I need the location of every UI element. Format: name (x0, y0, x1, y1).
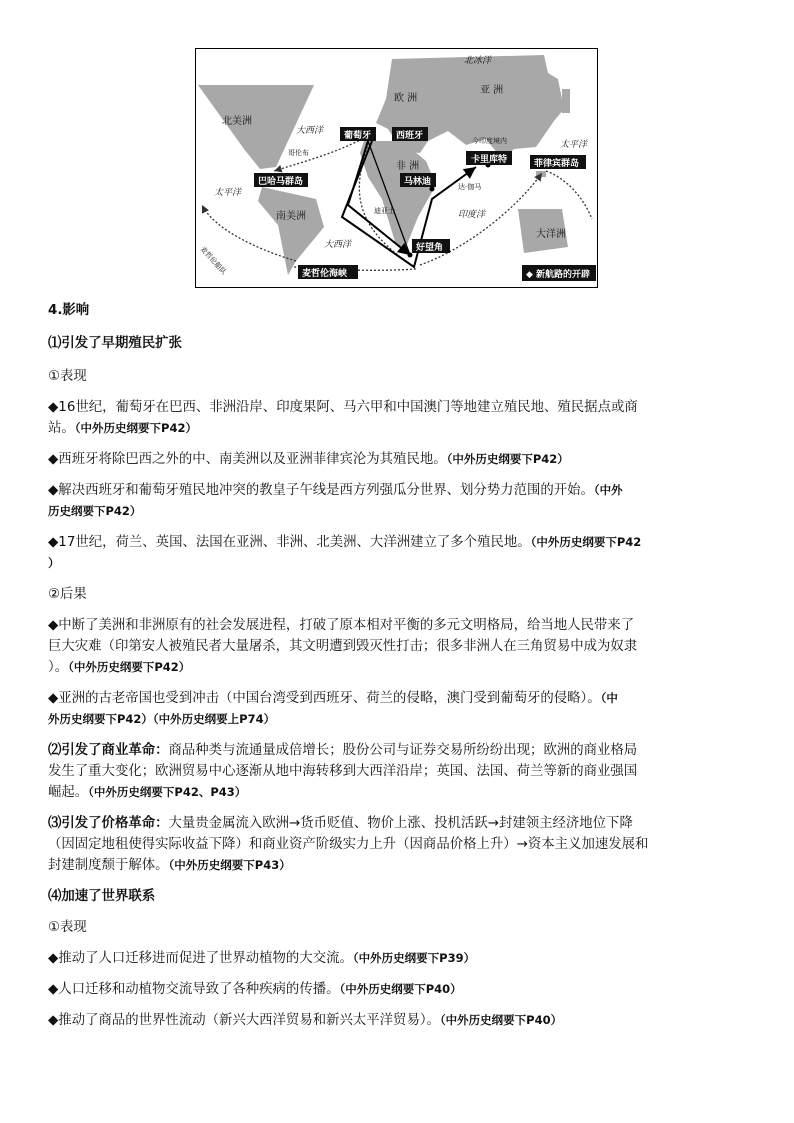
paragraph-commercial-revolution: ⑵引发了商业革命：商品种类与流通量成倍增长；股份公司与证券交易所纷纷出现；欧洲的商业格局 (48, 743, 638, 758)
paragraph-4: ◆17世纪，荷兰、英国、法国在亚洲、非洲、北美洲、大洋洲建立了多个殖民地。（中外历史纲要下P42 (48, 535, 642, 550)
paragraph-5-line-3: ）。（中外历史纲要下P42） (48, 660, 191, 675)
label-pacific-west: 太平洋 (214, 188, 242, 198)
label-oceania: 大洋洲 (536, 229, 566, 240)
box-portugal (340, 127, 376, 141)
svg-text:好望角: 好望角 (416, 243, 444, 253)
label-atlantic-south: 大西洋 (324, 240, 352, 250)
paragraph-commercial-line-2: 发生了重大变化；欧洲贸易中心逐渐从地中海转移到大西洋沿岸；英国、法国、荷兰等新的商业强国 (48, 764, 638, 779)
subheading-manifestation: ①表现 (48, 369, 87, 384)
box-spain (392, 127, 428, 141)
label-pacific-east: 太平洋 (560, 140, 588, 150)
paragraph-commercial-line-3: 崛起。（中外历史纲要下P42、P43） (48, 785, 247, 800)
svg-text:菲律宾群岛: 菲律宾群岛 (534, 159, 580, 169)
paragraph-5: ◆中断了美洲和非洲原有的社会发展进程，打破了原本相对平衡的多元文明格局，给当地人民带来了 (48, 618, 635, 633)
label-north-america: 北美洲 (222, 116, 252, 127)
paragraph-9: ◆推动了人口迁移进而促进了世界动植物的大交流。（中外历史纲要下P39） (48, 951, 476, 966)
paragraph-3-cont: 历史纲要下P42） (48, 504, 142, 518)
paragraph-price-line-2: （因固定地租使得实际收益下降）和商业资产阶级实力上升（因商品价格上升）→资本主义加速发展和 (48, 837, 649, 852)
box-philippines (530, 155, 586, 169)
box-bahamas (254, 173, 308, 187)
svg-text:卡里库特: 卡里库特 (471, 155, 508, 165)
svg-text:◆ 新航路的开辟: ◆ 新航路的开辟 (526, 270, 591, 280)
paragraph-price-line-3: 封建制度颓于解体。（中外历史纲要下P43） (48, 858, 291, 873)
label-dias: 迪亚士 (374, 207, 395, 215)
svg-text:葡萄牙: 葡萄牙 (344, 131, 372, 141)
box-calicut (466, 151, 512, 165)
subheading-manifestation-2: ①表现 (48, 920, 87, 935)
paragraph-10: ◆人口迁移和动植物交流导致了各种疾病的传播。（中外历史纲要下P40） (48, 982, 462, 997)
box-cape-of-good-hope (412, 239, 450, 253)
paragraph-6: ◆亚洲的古老帝国也受到冲击（中国台湾受到西班牙、荷兰的侵略，澳门受到葡萄牙的侵略）。（中 (48, 691, 618, 706)
south-america-land (258, 187, 324, 275)
paragraph-2: ◆西班牙将除巴西之外的中、南美洲以及亚洲菲律宾沦为其殖民地。（中外历史纲要下P42） (48, 452, 569, 467)
label-da-gama: 达·伽马 (458, 183, 482, 191)
paragraph-5-line-2: 巨大灾难（印第安人被殖民者大量屠杀，其文明遭到毁灭性打击；很多非洲人在三角贸易中成为奴隶 (48, 639, 638, 654)
section-4-4-heading: ⑷加速了世界联系 (48, 889, 156, 904)
map-drawing (196, 49, 597, 287)
box-malindi (400, 173, 436, 187)
label-europe: 欧 洲 (394, 93, 418, 104)
svg-text:麦哲伦海峡: 麦哲伦海峡 (302, 269, 348, 279)
label-magellan-fleet: 麦哲伦船队 (198, 244, 228, 277)
svg-text:巴哈马群岛: 巴哈马群岛 (258, 177, 304, 187)
paragraph-6-cont: 外历史纲要下P42）（中外历史纲要上P74） (48, 712, 276, 726)
paragraph-4-cont: ） (48, 556, 60, 570)
label-africa: 非 洲 (396, 161, 420, 172)
paragraph-1: ◆16世纪，葡萄牙在巴西、非洲沿岸、印度果阿、马六甲和中国澳门等地建立殖民地、殖民据点或商 (48, 400, 638, 415)
map-legend (522, 265, 596, 281)
content-body (48, 300, 748, 1031)
label-arctic-ocean: 北冰洋 (464, 56, 492, 66)
section-4-heading: 4.影响 (48, 303, 90, 318)
paragraph-3: ◆解决西班牙和葡萄牙殖民地冲突的教皇子午线是西方列强瓜分世界、划分势力范围的开始。（中外 (48, 483, 623, 498)
africa-land (360, 141, 436, 247)
section-4-1-heading: ⑴引发了早期殖民扩张 (48, 336, 182, 351)
label-indian-ocean: 印度洋 (458, 210, 486, 220)
paragraph-11: ◆推动了商品的世界性流动（新兴大西洋贸易和新兴太平洋贸易）。（中外历史纲要下P40） (48, 1013, 563, 1028)
label-columbus: 哥伦布 (288, 149, 309, 157)
svg-text:马林迪: 马林迪 (404, 177, 432, 187)
subheading-consequence: ②后果 (48, 587, 87, 602)
svg-text:西班牙: 西班牙 (396, 131, 424, 141)
label-india-note: 今印度境内 (472, 137, 507, 145)
paragraph-1-cont: 站。（中外历史纲要下P42） (48, 421, 197, 436)
label-atlantic-north: 大西洋 (296, 126, 324, 136)
label-asia: 亚 洲 (480, 85, 504, 96)
label-south-america: 南美洲 (276, 211, 306, 222)
box-magellan-strait (298, 265, 358, 279)
new-sea-routes-map (195, 48, 598, 288)
paragraph-price-revolution: ⑶引发了价格革命：大量贵金属流入欧洲→货币贬值、物价上涨、投机活跃→封建领主经济地位下降 (48, 816, 633, 831)
